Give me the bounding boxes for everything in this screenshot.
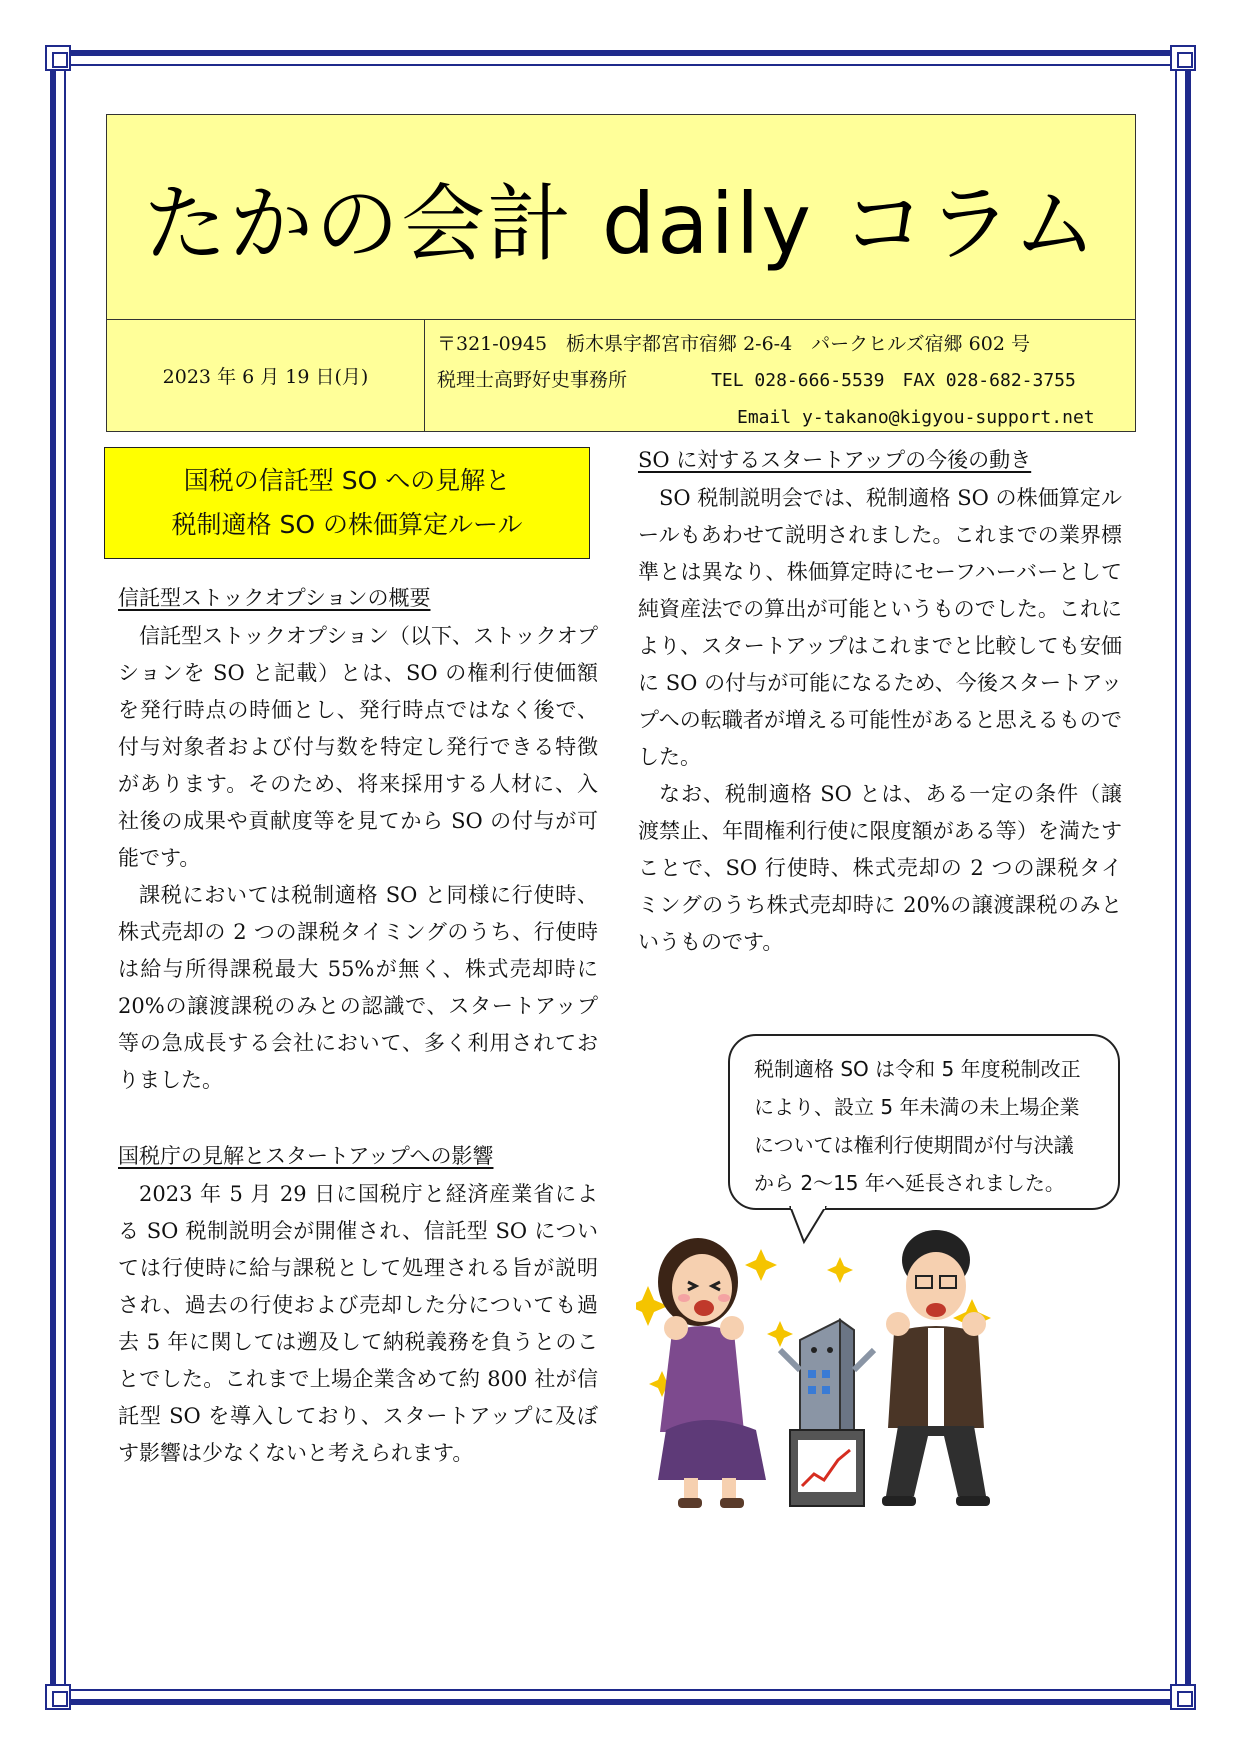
bubble-line: 税制適格 SO は令和 5 年度税制改正 (754, 1057, 1081, 1081)
bubble-line: により、設立 5 年未満の未上場企業 (754, 1095, 1080, 1119)
article-heading-line2: 税制適格 SO の株価算定ルール (171, 510, 523, 539)
office-tel-fax: TEL 028-666-5539 FAX 028-682-3755 (711, 370, 1076, 391)
section-spacer (118, 1099, 598, 1136)
building-mascot (780, 1320, 874, 1506)
header-title-box (106, 114, 1136, 320)
right-column (638, 440, 1122, 961)
office-contact (437, 326, 1095, 436)
paragraph: SO 税制説明会では、税制適格 SO の株価算定ルールもあわせて説明されました。これまでの業界標準とは異なり、株価算定時にセーフハーバーとして純資産法での算出が可能というものでした。これにより、スタートアップはこれまでと比較しても安価に SO の付与が可能になるため、今後スタートアップへの転職者が増える可能性があると思えるものでした。 (638, 486, 1122, 769)
section-title-nta-view: 国税庁の見解とスタートアップへの影響 (118, 1144, 494, 1168)
bubble-line: については権利行使期間が付与決議 (754, 1133, 1074, 1157)
man-figure (882, 1230, 990, 1506)
left-column (118, 578, 598, 1472)
paragraph: 2023 年 5 月 29 日に国税庁と経済産業省による SO 税制説明会が開催され、信託型 SO については行使時に給与課税として処理される旨が説明され、過去の行使および売却した分についても過去 5 年に関しては遡及して納税義務を負うとのことでした。これまで上場企業含めて約 800 社が信託型 SO を導入しており、スタートアップに及ぼす影響は少なくないと考えられます。 (118, 1182, 598, 1465)
office-name-line (437, 362, 1095, 399)
office-address: 〒321-0945 栃木県宇都宮市宿郷 2-6-4 パークヒルズ宿郷 602 号 (437, 333, 1030, 355)
frame-corner-top-right (1170, 45, 1196, 71)
frame-corner-top-left (45, 45, 71, 71)
office-email[interactable]: Email y-takano@kigyou-support.net (737, 407, 1095, 428)
bubble-line: から 2～15 年へ延長されました。 (754, 1171, 1065, 1195)
section-title-overview: 信託型ストックオプションの概要 (118, 586, 431, 610)
speech-bubble (728, 1034, 1120, 1210)
issue-date: 2023 年 6 月 19 日(月) (107, 320, 425, 431)
paragraph: 信託型ストックオプション（以下、ストックオプションを SO と記載）とは、SO の権利行使価額を発行時点の時価とし、発行時点ではなく後で、付与対象者および付与数を特定し発行できる特徴があります。そのため、将来採用する人材に、入社後の成果や貢献度等を見てから SO の付与が可能です。 (118, 624, 598, 870)
office-name: 税理士高野好史事務所 (437, 369, 628, 391)
page-title: たかの会計 daily コラム (143, 174, 1099, 273)
frame-corner-bottom-left (45, 1684, 71, 1710)
article-heading-line1: 国税の信託型 SO への見解と (183, 466, 511, 495)
article-heading-box (104, 447, 590, 559)
frame-corner-bottom-right (1170, 1684, 1196, 1710)
paragraph: なお、税制適格 SO とは、ある一定の条件（譲渡禁止、年間権利行使に限度額がある等）を満たすことで、SO 行使時、株式売却の 2 つの課税タイミングのうち株式売却時に 20%の譲渡課税のみというものです。 (638, 782, 1122, 954)
header-info-row (106, 319, 1136, 432)
paragraph: 課税においては税制適格 SO と同様に行使時、株式売却の 2 つの課税タイミングのうち、行使時は給与所得課税最大 55%が無く、株式売却時に 20%の譲渡課税のみとの認識で、スタートアップ等の急成長する会社において、多く利用されておりました。 (118, 883, 598, 1092)
woman-figure (658, 1238, 766, 1508)
office-email-line (437, 399, 1095, 436)
celebrating-people-illustration (636, 1220, 1036, 1516)
section-title-startup-outlook: SO に対するスタートアップの今後の動き (638, 448, 1032, 472)
